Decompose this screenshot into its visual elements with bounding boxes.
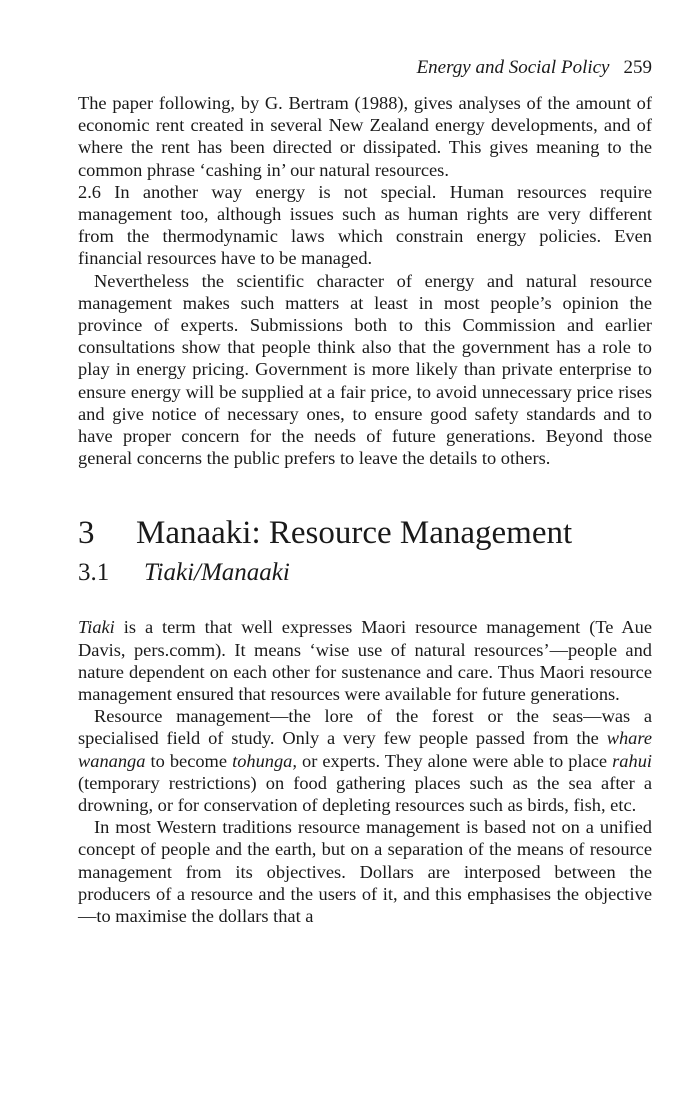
subsection-number: 3.1 [78, 559, 110, 587]
paragraph-western-traditions: In most Western traditions resource management is based not on a unified concept of people and the earth, but on a separation of the means of resource management from its objectives. Dollars are interposed between the producers of a resource and the users of it, and this emphasises the objective—to maximise the dollars that a [78, 817, 652, 927]
section-heading [78, 513, 652, 553]
running-head-title: Energy and Social Policy [416, 57, 610, 78]
lore-text-1: Resource management—the lore of the forest or the seas—was a specialised field of study. Only a very few people passed from the [78, 706, 652, 749]
section-title: Manaaki: Resource Management [136, 515, 573, 552]
lore-text-3: or experts. They alone were able to place [296, 750, 613, 771]
paragraph-tiaki-text: is a term that well expresses Maori resource management (Te Aue Davis, pers.comm). It means ‘wise use of natural resources’—people and nature dependent on each other for sustenance and care. Thus Maori resource management ensured that resources were available for future generations. [78, 617, 652, 705]
term-rahui: rahui [612, 750, 652, 771]
subsection-heading [78, 557, 652, 589]
paragraph-resource-lore [78, 705, 652, 816]
term-tohunga: tohunga, [232, 750, 297, 771]
paragraph-tiaki [78, 616, 652, 705]
section-number: 3 [78, 515, 95, 552]
term-tiaki: Tiaki [78, 617, 115, 638]
lore-text-2: to become [145, 750, 233, 771]
book-page [78, 56, 652, 927]
paragraph-2-6: 2.6 In another way energy is not special. Human resources require management too, although issues such as human rights are very different from the thermodynamic laws which constrain energy policies. Even financial resources have to be managed. [78, 181, 652, 269]
lore-text-4: (temporary restrictions) on food gathering places such as the sea after a drowning, or for conservation of depleting resources such as birds, fish, etc. [78, 772, 652, 816]
term-whare-wananga: whare wananga [78, 728, 652, 771]
running-head [78, 56, 652, 80]
subsection-title: Tiaki/Manaaki [144, 559, 290, 587]
paragraph-nevertheless: Nevertheless the scientific character of energy and natural resource management makes such matters at least in most people’s opinion the province of experts. Submissions both to this Commission and earlier consultations show that people think also that the government has a role to play in energy pricing. Government is more likely than private enterprise to ensure energy will be supplied at a fair price, to avoid unnecessary price rises and give notice of necessary ones, to ensure good safety standards and to have proper concern for the needs of future generations. Beyond those general concerns the public prefers to leave the details to others. [78, 270, 652, 469]
page-number: 259 [623, 57, 652, 78]
paragraph-bertram: The paper following, by G. Bertram (1988), gives analyses of the amount of economic rent created in several New Zealand energy developments, and of where the rent has been directed or dissipated. This gives meaning to the common phrase ‘cashing in’ our natural resources. [78, 93, 652, 180]
